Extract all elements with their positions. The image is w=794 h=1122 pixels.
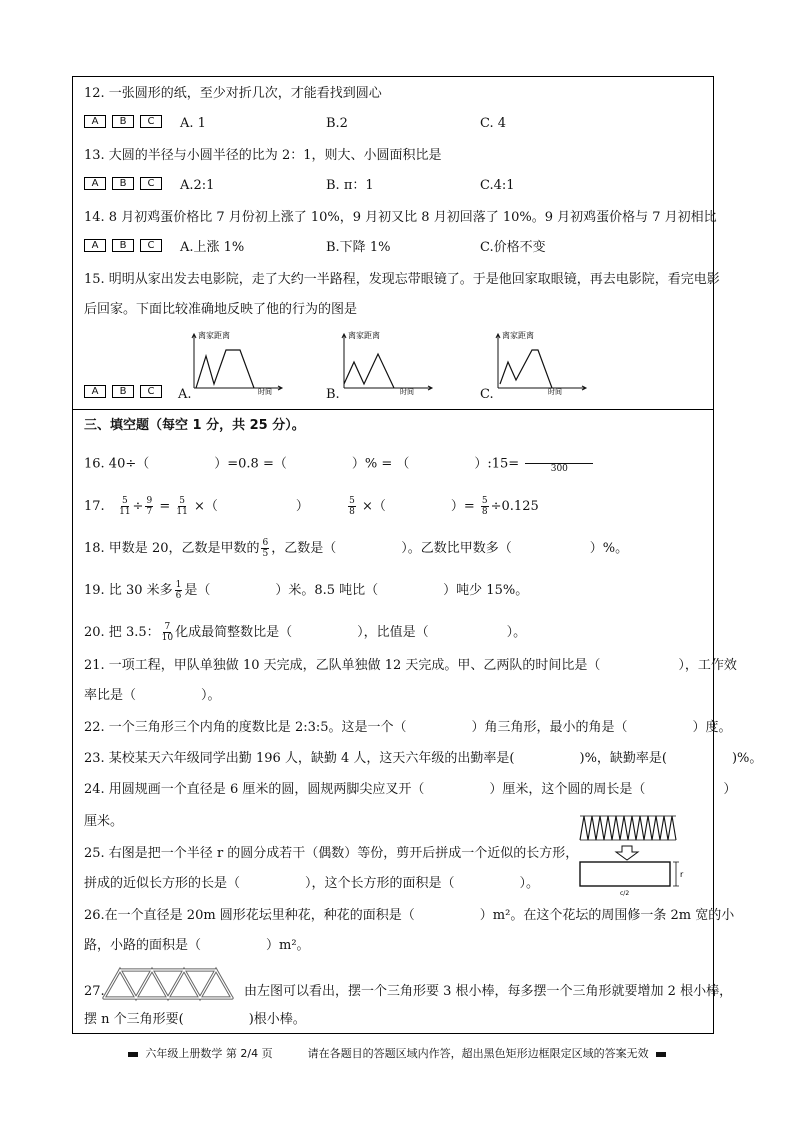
question-21-line1: 21. 一项工程，甲队单独做 10 天完成，乙队单独做 12 天完成。甲、乙两队的时间比是（ ），工作效	[84, 658, 737, 673]
question-13: 13. 大圆的半径与小圆半径的比为 2：1，则大、小圆面积比是	[84, 148, 442, 163]
q15-answer-boxes[interactable]	[84, 385, 162, 398]
fraction-5-11: $\frac{5}{11}$	[119, 496, 131, 517]
graph-a-xlabel: 时间	[258, 388, 272, 396]
question-24-line1: 24. 用圆规画一个直径是 6 厘米的圆，圆规两脚尖应叉开（ ）厘米，这个圆的周长是（ ）	[84, 782, 737, 797]
question-26-line2: 路，小路的面积是（ ）m²。	[84, 938, 310, 953]
q17-tail: ÷0.125	[490, 499, 539, 514]
graph-option-a	[188, 328, 288, 396]
q14-option-c: C.价格不变	[480, 240, 546, 255]
q14-answer-boxes[interactable]	[84, 239, 162, 252]
q14-option-b: B.下降 1%	[326, 240, 391, 255]
choice-c-box[interactable]: C	[140, 239, 162, 252]
question-22: 22. 一个三角形三个内角的度数比是 2:3:5。这是一个（ ）角三角形，最小的角是（ ）度。	[84, 720, 732, 735]
fraction-5-8: $\frac{5}{8}$	[349, 496, 355, 517]
fraction-1-6: $\frac{1}{6}$	[175, 580, 182, 601]
matchstick-triangles-diagram	[100, 966, 240, 1002]
question-15-line2: 后回家。下面比较准确地反映了他的行为的图是	[84, 302, 358, 317]
question-23: 23. 某校某天六年级同学出勤 196 人，缺勤 4 人，这天六年级的出勤率是( )%，缺勤率是( )%。	[84, 751, 763, 766]
q16-numerator-blank[interactable]	[525, 454, 593, 464]
q15-option-c: C.	[480, 387, 494, 402]
circle-to-rectangle-diagram	[576, 814, 688, 898]
fraction-5-8b: $\frac{5}{8}$	[481, 496, 488, 517]
q17-blank-1[interactable]: ×（ ）	[193, 499, 309, 514]
graph-c-xlabel: 时间	[548, 388, 562, 396]
question-20: 20. 把 3.5： $\frac{7}{10}$ 化成最简整数比是（ ），比值是（ ）。	[84, 622, 527, 643]
section-divider	[72, 409, 714, 410]
choice-b-box[interactable]: B	[112, 385, 134, 398]
page-footer	[0, 1045, 794, 1061]
question-15-line1: 15. 明明从家出发去电影院，走了大约一半路程，发现忘带眼镜了。于是他回家取眼镜，再去电影院，看完电影	[84, 272, 720, 287]
question-14: 14. 8 月初鸡蛋价格比 7 月份初上涨了 10%，9 月初又比 8 月初回落了 10%。9 月初鸡蛋价格与 7 月初相比	[84, 210, 717, 225]
q13-option-b: B. π：1	[326, 178, 374, 193]
q12-option-a: A. 1	[180, 116, 206, 131]
q13-option-c: C.4:1	[480, 178, 515, 193]
graph-option-b	[338, 328, 438, 396]
section-3-title: 三、填空题（每空 1 分，共 25 分）。	[84, 418, 305, 433]
choice-b-box[interactable]: B	[112, 239, 134, 252]
choice-c-box[interactable]: C	[140, 385, 162, 398]
divide-sign: ÷	[132, 499, 144, 514]
question-16	[84, 454, 595, 474]
choice-a-box[interactable]: A	[84, 177, 106, 190]
graph-b-ylabel: 离家距离	[348, 331, 380, 340]
question-12: 12. 一张圆形的纸，至少对折几次，才能看找到圆心	[84, 86, 382, 101]
question-17	[84, 496, 539, 517]
question-21-line2: 率比是（ ）。	[84, 688, 221, 703]
fraction-9-7: $\frac{9}{7}$	[146, 496, 153, 517]
fraction-5-11b: $\frac{5}{11}$	[176, 496, 188, 517]
question-27-number: 27.	[84, 984, 105, 999]
q13-answer-boxes[interactable]	[84, 177, 162, 190]
q13-option-a: A.2:1	[180, 178, 215, 193]
fraction-7-10: $\frac{7}{10}$	[161, 622, 174, 643]
q17-number: 17.	[84, 499, 105, 514]
question-26-line1: 26.在一个直径是 20m 圆形花坛里种花，种花的面积是（ ）m²。在这个花坛的周围修一条 2m 宽的小	[84, 908, 735, 923]
choice-c-box[interactable]: C	[140, 177, 162, 190]
q15-option-b: B.	[326, 387, 340, 402]
question-18: 18. 甲数是 20，乙数是甲数的 $\frac{6}{5}$ ，乙数是（ ）。乙数比甲数多（ ）%。	[84, 538, 629, 559]
graph-b-xlabel: 时间	[400, 388, 414, 396]
q16-denominator: 300	[550, 464, 568, 474]
footer-marker-left	[128, 1052, 138, 1057]
half-circumference-label: c/2	[620, 890, 630, 897]
graph-a-ylabel: 离家距离	[198, 331, 230, 340]
q15-option-a: A.	[178, 387, 192, 402]
question-25-line2: 拼成的近似长方形的长是（ ），这个长方形的面积是（ ）。	[84, 876, 540, 891]
question-24-line2: 厘米。	[84, 814, 124, 829]
equals-sign: =	[159, 499, 171, 514]
graph-option-c	[492, 328, 592, 396]
footer-marker-right	[656, 1052, 666, 1057]
q16-text: 16. 40÷（ ）=0.8 =（ ）% = （ ）:15=	[84, 456, 520, 472]
question-19: 19. 比 30 米多 $\frac{1}{6}$ 是（ ）米。8.5 吨比（ ）吨少 15%。	[84, 580, 529, 601]
choice-a-box[interactable]: A	[84, 115, 106, 128]
choice-a-box[interactable]: A	[84, 239, 106, 252]
choice-b-box[interactable]: B	[112, 177, 134, 190]
q12-answer-boxes[interactable]	[84, 115, 162, 128]
q12-option-c: C. 4	[480, 116, 507, 131]
question-25-line1: 25. 右图是把一个半径 r 的圆分成若干（偶数）等份，剪开后拼成一个近似的长方形，	[84, 846, 579, 861]
fraction-6-5: $\frac{6}{5}$	[262, 538, 269, 559]
q12-option-b: B.2	[326, 116, 348, 131]
question-27-line2: 摆 n 个三角形要( )根小棒。	[84, 1012, 306, 1027]
q14-option-a: A.上涨 1%	[180, 240, 245, 255]
radius-label: r	[680, 870, 684, 879]
footer-instructions: 请在各题目的答题区域内作答，超出黑色矩形边框限定区域的答案无效	[307, 1047, 649, 1060]
q16-fraction[interactable]	[525, 454, 593, 474]
footer-page-info: 六年级上册数学 第 2/4 页	[145, 1047, 273, 1060]
q17-blank-2[interactable]: ×（ ）=	[361, 499, 475, 514]
graph-c-ylabel: 离家距离	[502, 331, 534, 340]
choice-a-box[interactable]: A	[84, 385, 106, 398]
question-27-line1: 由左图可以看出，摆一个三角形要 3 根小棒，每多摆一个三角形就要增加 2 根小棒，	[244, 984, 733, 999]
choice-c-box[interactable]: C	[140, 115, 162, 128]
choice-b-box[interactable]: B	[112, 115, 134, 128]
